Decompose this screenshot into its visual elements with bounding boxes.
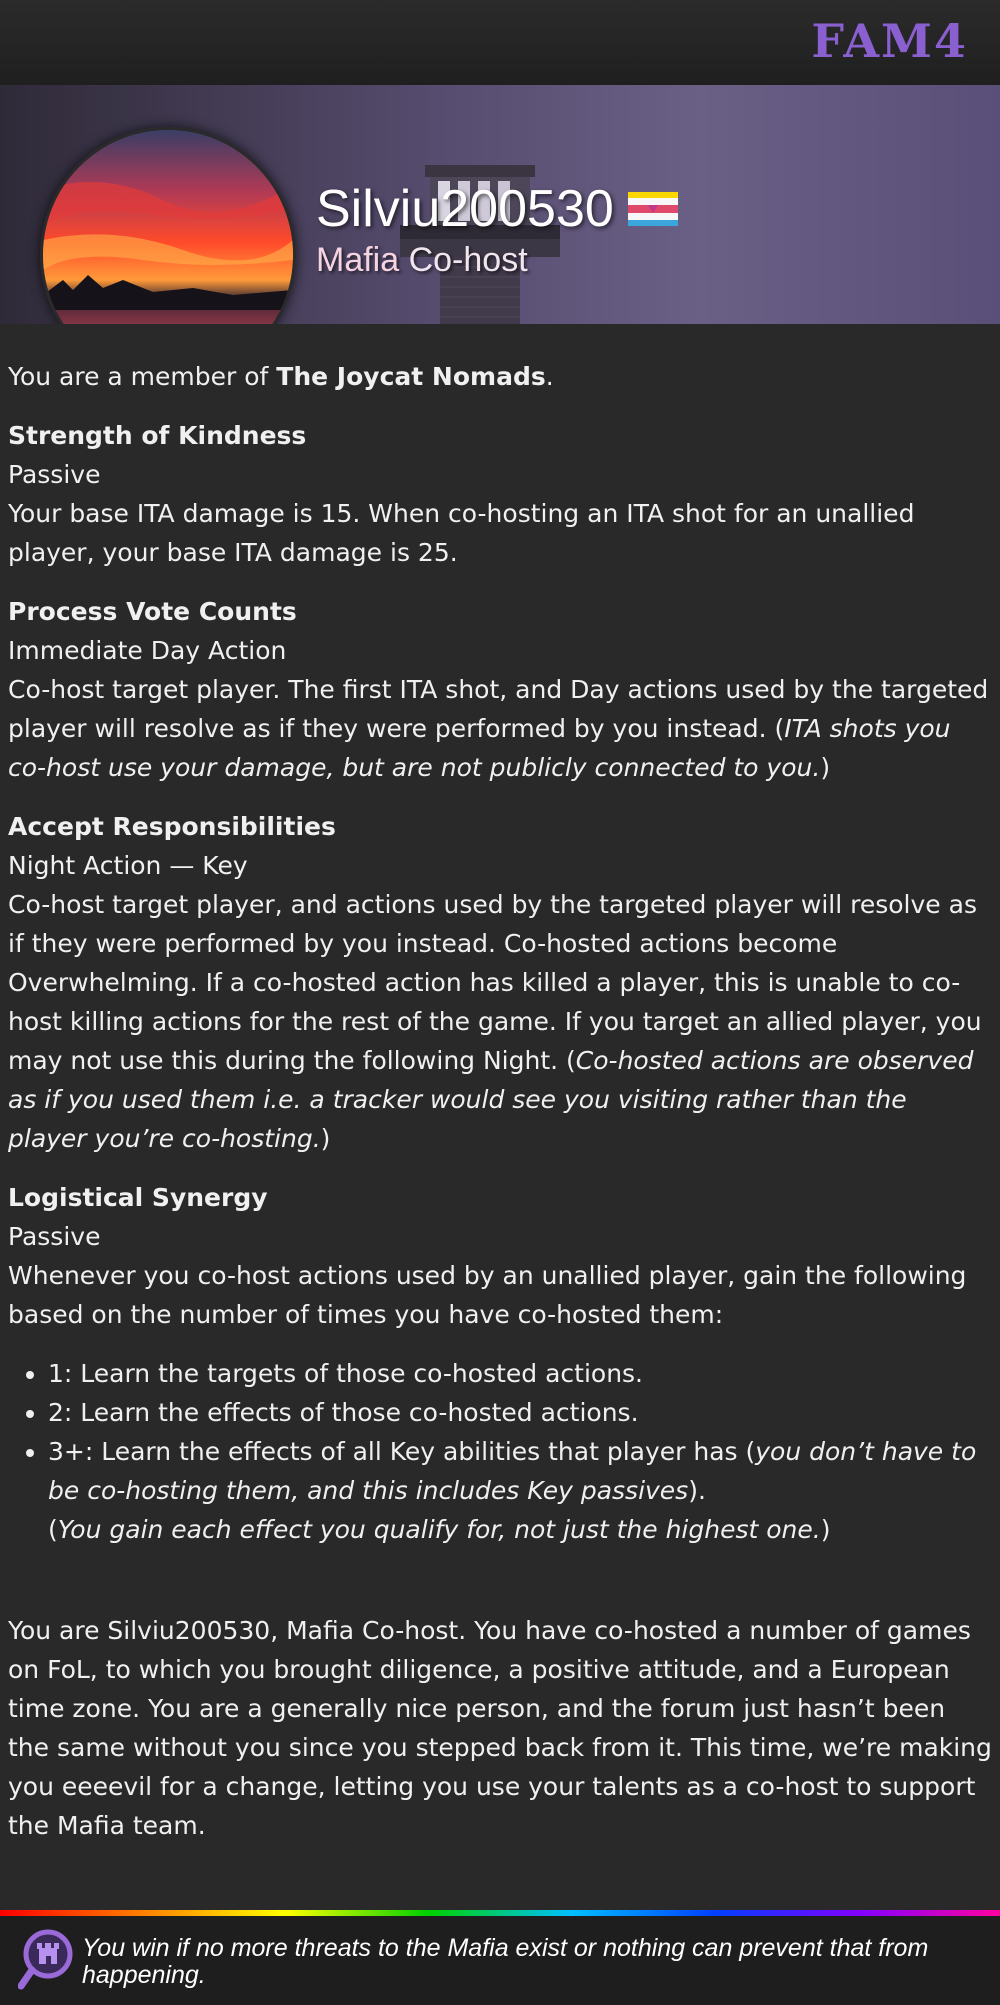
ability-text-main: Co-host target player, and actions used by the targeted player will resolve as if they were performed by you instead. Co-hosted actions become Overwhelming. If a co-hosted action has killed a player, this is unable to co-host killing actions for the rest of the game. If you target an allied player, you may not use this during the following Night. ( [8,890,982,1075]
ability-note-close: ) [820,753,831,782]
pride-flag-icon [628,192,678,226]
player-name-text: Silviu200530 [316,180,614,238]
ability-accept-responsibilities [8,807,992,1158]
game-logo: FAM4 [811,14,968,68]
player-name [316,180,678,238]
wincon-text: You win if no more threats to the Mafia exist or nothing can prevent that from happening. [82,1934,929,1989]
ability-name: Logistical Synergy [8,1183,268,1212]
list-item: • 1: Learn the targets of those co-hosted actions. [48,1354,992,1393]
castle-magnifier-icon [18,1928,76,1992]
ability-text-main: Co-host target player. The first ITA shot, and Day actions used by the targeted player will resolve as if they were performed by you instead. ( [8,675,989,743]
player-header [316,180,678,280]
list-footnote: You gain each effect you qualify for, not just the highest one. [57,1515,821,1544]
team-membership [8,357,992,396]
role-name: Co-host [408,241,528,279]
ability-note-close: ) [320,1124,331,1153]
ability-name: Process Vote Counts [8,597,297,626]
ability-text [8,670,992,787]
list-item-note: you don’t have to be co-hosting them, and this includes Key passives [48,1437,977,1505]
role-title [316,241,678,280]
synergy-levels-list [8,1354,992,1549]
ability-name: Strength of Kindness [8,421,307,450]
list-item [48,1432,992,1549]
list-item-text: 3+: Learn the effects of all Key abilities that player has ( [48,1437,756,1466]
ability-type: Night Action — Key [8,851,248,880]
role-card-body [8,357,992,1845]
list-item-close: ). [688,1476,706,1505]
ability-process-vote-counts [8,592,992,787]
footnote-close: ) [820,1515,831,1544]
ability-type: Passive [8,460,101,489]
team-suffix: . [545,362,554,391]
team-name: The Joycat Nomads [276,362,546,391]
ability-type: Passive [8,1222,101,1251]
ability-text: Your base ITA damage is 15. When co-hosting an ITA shot for an unallied player, your base ITA damage is 25. [8,499,915,567]
team-prefix: You are a member of [8,362,277,391]
role-faction: Mafia [316,241,400,279]
ability-type: Immediate Day Action [8,636,287,665]
ability-logistical-synergy [8,1178,992,1334]
top-bar [0,0,1000,85]
ability-name: Accept Responsibilities [8,812,336,841]
sunset-lake-image [43,130,293,324]
wincon-footer [0,1916,1000,2005]
footnote-open: ( [48,1515,58,1544]
avatar [40,127,296,324]
ability-strength-of-kindness [8,416,992,572]
ability-note: ITA shots you co-host use your damage, but are not publicly connected to you. [8,714,951,782]
list-item: • 2: Learn the effects of those co-hosted actions. [48,1393,992,1432]
ability-text [8,885,992,1158]
role-banner [0,85,1000,324]
ability-note: Co-hosted actions are observed as if you used them i.e. a tracker would see you visiting rather than the player you’re co-hosting. [8,1046,974,1153]
ability-text: Whenever you co-host actions used by an unallied player, gain the following based on the number of times you have co-hosted them: [8,1261,967,1329]
flavor-text: You are Silviu200530, Mafia Co-host. You have co-hosted a number of games on FoL, to which you brought diligence, a positive attitude, and a European time zone. You are a generally nice person, and the forum just hasn’t been the same without you since you stepped back from it. This time, we’re making you eeeevil for a change, letting you use your talents as a co-host to support the Mafia team. [8,1616,992,1840]
